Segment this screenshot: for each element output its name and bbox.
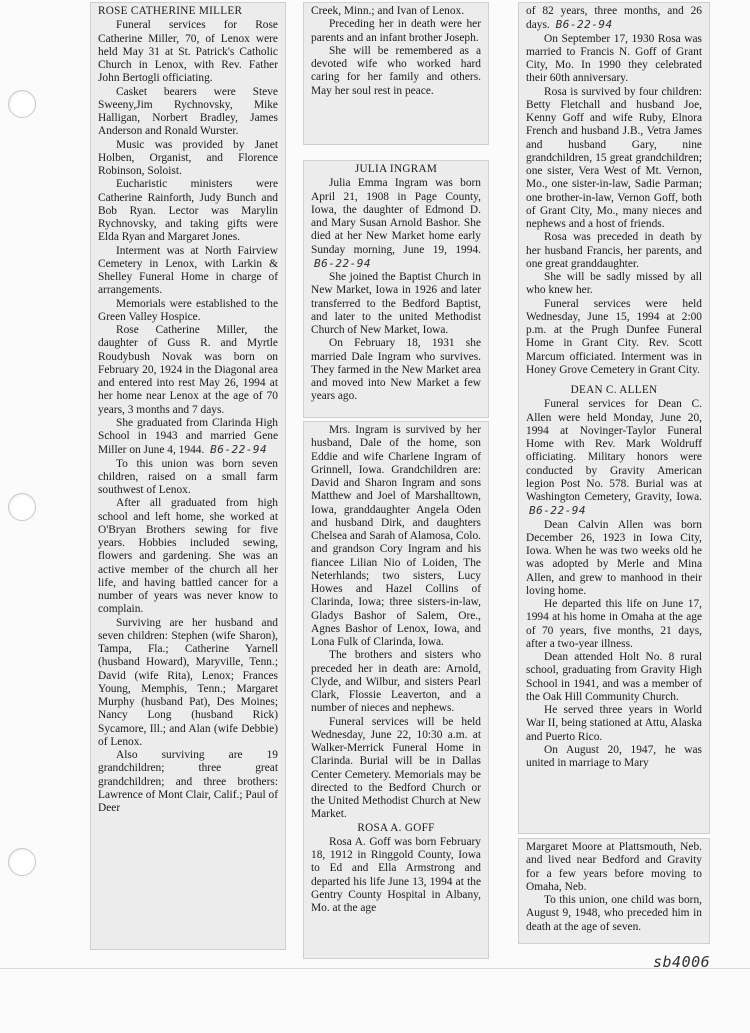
paragraph: Rose Catherine Miller, the daughter of Guss R. and Myrtle Roudybush Novak was born on February 20, 1924 in the Diagonal area and entered into rest May 26, 1994 at her home near Lenox at the age of 70 years, 3 months and 7 days. [98, 324, 278, 416]
paragraph: Dean Calvin Allen was born December 26, 1923 in Iowa City, Iowa. When he was two weeks old he was adopted by Merle and Mina Allen, and grew to manhood in their loving home. [526, 518, 702, 597]
clipping-ingram-continued-and-rosa-goff [303, 421, 489, 959]
handwritten-date-note: B6-22-94 [210, 443, 268, 457]
binder-hole-top [8, 90, 36, 118]
paragraph: Memorials were established to the Green Valley Hospice. [98, 297, 278, 323]
paragraph: Interment was at North Fairview Cemetery in Lenox, with Larkin & Shelley Funeral Home in charge of arrangements. [98, 244, 278, 297]
paragraph-text: Funeral services for Dean C. Allen were held Monday, June 20, 1994 at Novinger-Taylor Funeral Home with Rev. Mark Woldruff officiating. Military honors were conducted by Gravity American legion Post No. 578. Burial was at Washington Cemetery, Gravity, Iowa. [526, 398, 702, 503]
obituary-heading-rose-miller: ROSE CATHERINE MILLER [98, 5, 243, 17]
handwritten-catalog-number: sb4006 [653, 953, 711, 971]
paragraph: Funeral services will be held Wednesday, June 22, 10:30 a.m. at Walker-Merrick Funeral Home in Clarinda. Burial will be in Dallas Center Cemetery. Memorials may be directed to the Bedford Church or the United Methodist Church at New Market. [311, 715, 481, 821]
clipping-dean-allen-continued [518, 838, 710, 944]
binder-hole-middle [8, 493, 36, 521]
obituary-heading-julia-ingram: JULIA INGRAM [354, 163, 438, 175]
clipping-julia-ingram [303, 160, 489, 418]
paragraph: Eucharistic ministers were Catherine Rainforth, Judy Bunch and Bob Ryan. Lector was Marylin Rychnovsky, and taking gifts were Elda Ryan and Margaret Jones. [98, 178, 278, 244]
paragraph: The brothers and sisters who preceded her in death are: Arnold, Clyde, and Wilbur, and sisters Pearl Clark, Flossie Leaverton, and a number of nieces and nephews. [311, 649, 481, 715]
handwritten-date-note: B6-22-94 [314, 256, 371, 270]
clipping-rose-miller [90, 2, 286, 950]
paragraph: He served three years in World War II, being stationed at Attu, Alaska and Puerto Rico. [526, 704, 702, 743]
paragraph: Funeral services for Rose Catherine Miller, 70, of Lenox were held May 31 at St. Patrick's Catholic Church in Lenox, with Rev. Father John Bertogli officiating. [98, 19, 278, 85]
paragraph: He departed this life on June 17, 1994 at his home in Omaha at the age of 70 years, five months, 21 days, after a two-year illness. [526, 598, 702, 650]
scan-edge-line [0, 968, 750, 969]
paragraph: On August 20, 1947, he was united in marriage to Mary [526, 743, 702, 769]
paragraph: On February 18, 1931 she married Dale Ingram who survives. They farmed in the New Market area and moved into New Market a few years ago. [311, 337, 481, 403]
paragraph: Preceding her in death were her parents and an infant brother Joseph. [311, 18, 481, 44]
paragraph: Rosa is survived by four children: Betty Fletchall and husband Joe, Kenny Goff and wife Ruby, Elnora French and husband J.B., Vetra James and husband Gary, nine grandchildren, 15 great grandchildren; one sister, Vera West of Mt. Vernon, Mo., one sister-in-law, Sadie Parman; one brother-in-law, Vernon Goff, both of Grant City, Mo., many nieces and nephews and a host of friends. [526, 85, 702, 230]
paragraph [98, 417, 278, 458]
paragraph: Mrs. Ingram is survived by her husband, Dale of the home, son Eddie and wife Charlene Ingram of Grinnell, Iowa. Grandchildren are: David and Sharon Ingram and sons Matthew and Joel of Marshalltown, Iowa, granddaughter Angela Oden and husband Dirk, and daughters Chelsea and Sarah of Alamosa, Colo. and grandson Cory Ingram and his fiancee Lilian Nio of Loiden, The Neterhlands; two sisters, Lucy Howes and Hazel Collins of Clarinda, Iowa; three sisters-in-law, Gladys Bashor of Salem, Ore., Agnes Bashor of Lenox, Iowa, and Lona Fulk of Clarinda, Iowa. [311, 424, 481, 648]
paragraph: She will be sadly missed by all who knew her. [526, 271, 702, 297]
paragraph-text: She graduated from Clarinda High School in 1943 and married Gene Miller on June 4, 1944. [98, 416, 278, 457]
paragraph: Rosa A. Goff was born February 18, 1912 in Ringgold County, Iowa to Ed and Ella Armstrong and departed his life June 13, 1994 at the Gentry County Hospital in Albany, Mo. at the age [311, 835, 481, 914]
obituary-heading-rosa-goff: ROSA A. GOFF [357, 821, 435, 834]
paragraph: On September 17, 1930 Rosa was married to Francis N. Goff of Grant City, Mo. In 1990 they celebrated their 60th anniversary. [526, 32, 702, 85]
paragraph: Also surviving are 19 grandchildren; three great grandchildren; and three brothers: Lawrence of Mont Clair, Calif.; Paul of Deer [98, 749, 278, 814]
paragraph: Music was provided by Janet Holben, Organist, and Florence Robinson, Soloist. [98, 138, 278, 177]
paragraph-text: of 82 years, three months, and 26 days. [526, 5, 702, 32]
paragraph: After all graduated from high school and left home, she worked at O'Bryan Brothers sewing for five years. Hobbies included sewing, flowers and gardening. She was an active member of the church all her life, and having battled cancer for a number of years was never know to complain. [98, 497, 278, 616]
paragraph: Margaret Moore at Plattsmouth, Neb. and lived near Bedford and Gravity for a few years before moving to Omaha, Neb. [526, 841, 702, 893]
paragraph-text: Julia Emma Ingram was born April 21, 1908 in Page County, Iowa, the daughter of Edmond D. and Mary Susan Arnold Bashor. She died at her New Market home early Sunday morning, June 19, 1994. [311, 177, 481, 256]
paragraph: She will be remembered as a devoted wife who worked hard caring for her family and others. May her soul rest in peace. [311, 44, 481, 97]
paragraph [526, 5, 702, 33]
paragraph: She joined the Baptist Church in New Market, Iowa in 1926 and later transferred to the Bedford Baptist, and later to the united Methodist Church of New Market, Iowa. [311, 271, 481, 336]
clipping-rosa-goff-continued-and-dean-allen [518, 2, 710, 834]
paragraph: Casket bearers were Steve Sweeny,Jim Rychnovsky, Mike Halligan, Norbert Bradley, James Anderson and Ronald Wurster. [98, 85, 278, 138]
binder-hole-bottom [8, 848, 36, 876]
paragraph: Creek, Minn.; and Ivan of Lenox. [311, 5, 465, 17]
clipping-rose-miller-continued [303, 2, 489, 145]
paragraph: To this union, one child was born, August 9, 1948, who preceded him in death at the age of seven. [526, 894, 702, 933]
handwritten-date-note: B6-22-94 [529, 504, 586, 518]
paragraph: Rosa was preceded in death by her husband Francis, her parents, and one great granddaughter. [526, 231, 702, 270]
paragraph: Dean attended Holt No. 8 rural school, graduating from Gravity High School in 1941, and was a member of the Oak Hill Community Church. [526, 651, 702, 703]
paragraph: To this union was born seven children, raised on a small farm southwest of Lenox. [98, 457, 278, 496]
obituary-heading-dean-allen: DEAN C. ALLEN [570, 384, 658, 396]
paragraph [526, 398, 702, 518]
paragraph: Funeral services were held Wednesday, June 15, 1994 at 2:00 p.m. at the Prugh Dunfee Funeral Home in Grant City. Rev. Scott Marcum officiated. Interment was in Honey Grove Cemetery in Grant City. [526, 297, 702, 376]
paragraph [311, 177, 481, 271]
paragraph: Surviving are her husband and seven children: Stephen (wife Sharon), Tampa, Fla.; Catherine Yarnell (husband Howard), Maryville, Tenn.; David (wife Rita), Lenox; Frances Young, Memphis, Tenn.; Margaret Murphy (husband Pat), Des Moines; Nancy Long (husband Rick) Sycamore, Ill.; and Alan (wife Debbie) of Lenox. [98, 616, 278, 748]
handwritten-date-note: B6-22-94 [555, 18, 613, 32]
